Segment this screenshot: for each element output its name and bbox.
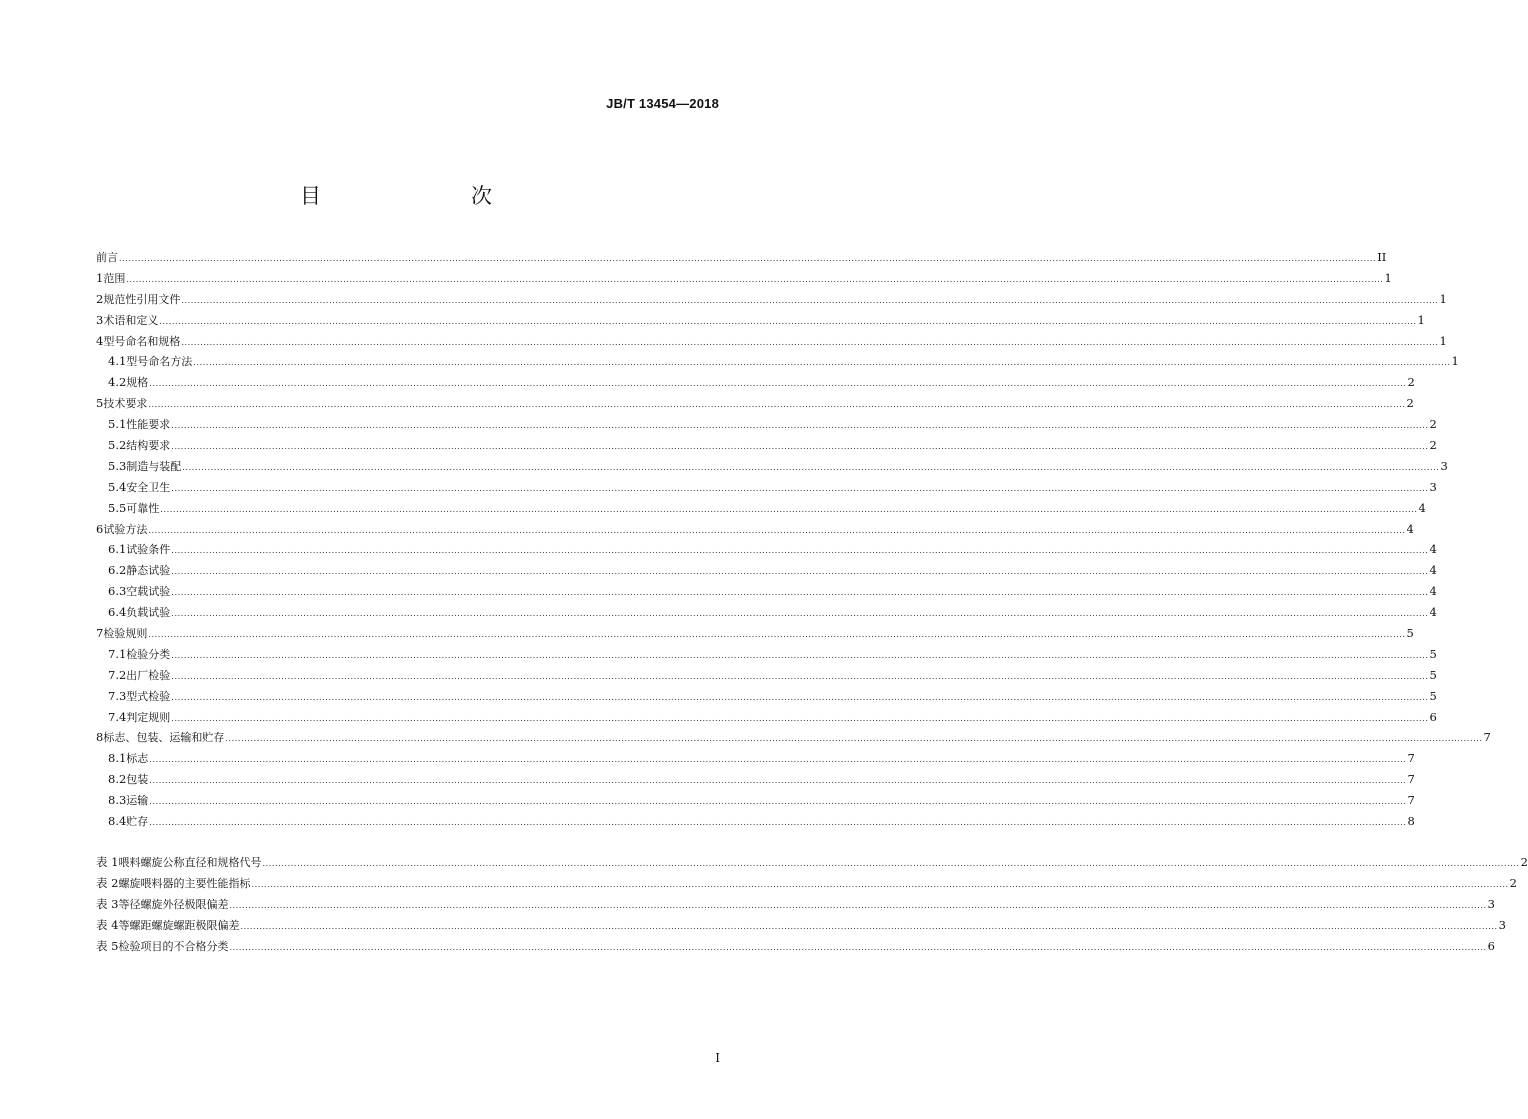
entry-page-number: 5 (1429, 688, 1437, 703)
toc-entry[interactable] (96, 498, 1426, 519)
entry-title: 可靠性 (126, 501, 160, 515)
entry-page-number: 3 (1440, 458, 1448, 473)
entry-title: 螺旋喂料器的主要性能指标 (118, 876, 251, 890)
entry-number: 表 5 (96, 938, 119, 953)
entry-number: 2 (96, 291, 104, 306)
entry-title: 结构要求 (126, 439, 171, 453)
entry-title: 运输 (126, 794, 149, 808)
entry-number: 表 3 (96, 896, 119, 911)
entry-number: 4.1 (108, 354, 127, 369)
entry-number: 表 4 (96, 917, 119, 932)
dot-leader: ................................................................................................................................................................................................................................................................................................................................................................................................................ (148, 525, 1406, 535)
dot-leader: ................................................................................................................................................................................................................................................................................................................................................................................................................ (240, 921, 1498, 931)
entry-number: 5.1 (108, 417, 127, 432)
entry-page-number: 2 (1520, 855, 1528, 869)
entry-page-number: 7 (1483, 730, 1491, 745)
dot-leader: ................................................................................................................................................................................................................................................................................................................................................................................................................ (171, 483, 1429, 493)
dot-leader: ................................................................................................................................................................................................................................................................................................................................................................................................................ (225, 734, 1483, 744)
entry-number: 8.1 (108, 751, 127, 766)
dot-leader: ................................................................................................................................................................................................................................................................................................................................................................................................................ (193, 358, 1451, 368)
toc-entry[interactable] (96, 602, 1437, 623)
table-list-entry[interactable] (96, 894, 1495, 915)
dot-leader: ................................................................................................................................................................................................................................................................................................................................................................................................................ (182, 462, 1440, 472)
dot-leader: ................................................................................................................................................................................................................................................................................................................................................................................................................ (171, 442, 1429, 452)
entry-title: 喂料螺旋公称直径和规格代号 (118, 856, 262, 869)
entry-page-number: 2 (1429, 438, 1437, 453)
entry-title: 等径螺旋外径极限偏差 (118, 897, 229, 911)
entry-number: 8.3 (108, 793, 127, 808)
dot-leader: ................................................................................................................................................................................................................................................................................................................................................................................................................ (229, 900, 1487, 910)
entry-page-number: 7 (1407, 751, 1415, 766)
entry-number: 7.3 (108, 688, 127, 703)
toc-entry[interactable] (96, 456, 1448, 477)
toc-entry[interactable] (96, 769, 1415, 790)
entry-page-number: 1 (1439, 333, 1447, 348)
table-list-entry[interactable] (96, 936, 1495, 957)
entry-page-number: 5 (1429, 667, 1437, 682)
entry-page-number: 3 (1429, 479, 1437, 494)
toc-entry[interactable] (96, 414, 1437, 435)
entry-page-number: 4 (1429, 584, 1437, 599)
entry-number: 4.2 (108, 375, 127, 390)
dot-leader: ................................................................................................................................................................................................................................................................................................................................................................................................................ (149, 818, 1407, 828)
dot-leader: ................................................................................................................................................................................................................................................................................................................................................................................................................ (149, 755, 1407, 765)
entry-page-number: 2 (1406, 396, 1414, 411)
toc-entry[interactable] (96, 310, 1425, 331)
entry-title: 检验规则 (103, 627, 148, 641)
entry-number: 5.3 (108, 458, 127, 473)
entry-title: 前言 (96, 251, 118, 264)
toc-entry[interactable] (96, 644, 1437, 665)
entry-page-number: 8 (1407, 814, 1415, 829)
dot-leader: ................................................................................................................................................................................................................................................................................................................................................................................................................ (171, 588, 1429, 598)
entry-title: 范围 (103, 271, 126, 285)
entry-title: 等螺距螺旋螺距极限偏差 (118, 918, 240, 932)
page-number: I (715, 1051, 720, 1065)
entry-number: 8.4 (108, 814, 127, 829)
entry-page-number: 2 (1407, 375, 1415, 390)
toc-entry[interactable] (96, 581, 1437, 602)
dot-leader: ................................................................................................................................................................................................................................................................................................................................................................................................................ (171, 713, 1429, 723)
entry-page-number: 4 (1429, 563, 1437, 578)
entry-number: 5.4 (108, 479, 127, 494)
table-of-contents (96, 247, 1528, 956)
entry-number: 5.2 (108, 438, 127, 453)
entry-title: 安全卫生 (126, 480, 171, 494)
dot-leader: ................................................................................................................................................................................................................................................................................................................................................................................................................ (181, 295, 1439, 305)
entry-page-number: 3 (1498, 917, 1506, 932)
toc-entry[interactable] (96, 331, 1447, 352)
entry-title: 贮存 (126, 815, 149, 829)
entry-title: 标志、包装、运输和贮存 (103, 731, 225, 745)
toc-entry[interactable] (96, 393, 1414, 414)
entry-page-number: 6 (1429, 709, 1437, 724)
entry-title: 试验方法 (103, 522, 148, 536)
toc-entry[interactable] (96, 351, 1459, 372)
dot-leader: ................................................................................................................................................................................................................................................................................................................................................................................................................ (262, 859, 1520, 868)
entry-title: 型号命名方法 (126, 355, 193, 369)
entry-page-number: 4 (1429, 542, 1437, 557)
entry-title: 型式检验 (126, 689, 171, 703)
dot-leader: ................................................................................................................................................................................................................................................................................................................................................................................................................ (149, 797, 1407, 807)
dot-leader: ................................................................................................................................................................................................................................................................................................................................................................................................................ (171, 567, 1429, 577)
entry-number: 表 1 (96, 855, 119, 869)
toc-entry[interactable] (96, 790, 1415, 811)
entry-page-number: 1 (1439, 291, 1447, 306)
dot-leader: ................................................................................................................................................................................................................................................................................................................................................................................................................ (181, 337, 1439, 347)
dot-leader: ................................................................................................................................................................................................................................................................................................................................................................................................................ (119, 254, 1377, 263)
entry-title: 检验分类 (126, 647, 171, 661)
entry-page-number: 2 (1509, 875, 1517, 890)
entry-number: 6 (96, 521, 104, 536)
entry-page-number: II (1377, 250, 1387, 264)
toc-entry[interactable] (96, 560, 1437, 581)
toc-entry[interactable] (96, 623, 1414, 644)
dot-leader: ................................................................................................................................................................................................................................................................................................................................................................................................................ (148, 630, 1406, 640)
entry-number: 7 (96, 626, 104, 641)
entry-page-number: 5 (1406, 626, 1414, 641)
toc-entry[interactable] (96, 435, 1437, 456)
entry-number: 4 (96, 333, 104, 348)
dot-leader: ................................................................................................................................................................................................................................................................................................................................................................................................................ (149, 379, 1407, 389)
entry-number: 1 (96, 270, 104, 285)
entry-number: 5 (96, 396, 104, 411)
dot-leader: ................................................................................................................................................................................................................................................................................................................................................................................................................ (251, 879, 1509, 889)
toc-entry[interactable] (96, 289, 1447, 310)
entry-page-number: 1 (1451, 354, 1459, 369)
entry-title: 规格 (126, 376, 149, 390)
entry-title: 型号命名和规格 (103, 334, 181, 348)
dot-leader: ................................................................................................................................................................................................................................................................................................................................................................................................................ (126, 274, 1384, 284)
toc-entry[interactable] (96, 539, 1437, 560)
dot-leader: ................................................................................................................................................................................................................................................................................................................................................................................................................ (171, 421, 1429, 431)
entry-number: 8 (96, 730, 104, 745)
entry-number: 表 2 (96, 875, 119, 890)
dot-leader: ................................................................................................................................................................................................................................................................................................................................................................................................................ (149, 776, 1407, 786)
entry-number: 8.2 (108, 772, 127, 787)
toc-entry[interactable] (96, 665, 1437, 686)
entry-page-number: 1 (1384, 270, 1392, 285)
entry-page-number: 4 (1418, 500, 1426, 515)
toc-entry[interactable] (96, 727, 1491, 748)
toc-entry[interactable] (96, 686, 1437, 707)
table-list-entry[interactable] (96, 915, 1506, 936)
entry-number: 6.2 (108, 563, 127, 578)
entry-title: 负载试验 (126, 606, 171, 620)
dot-leader: ................................................................................................................................................................................................................................................................................................................................................................................................................ (171, 650, 1429, 660)
dot-leader: ................................................................................................................................................................................................................................................................................................................................................................................................................ (229, 942, 1487, 952)
toc-entry[interactable] (96, 707, 1437, 728)
entry-page-number: 2 (1429, 417, 1437, 432)
entry-number: 7.1 (108, 646, 127, 661)
entry-page-number: 7 (1407, 793, 1415, 808)
entry-page-number: 4 (1429, 605, 1437, 620)
entry-number: 6.4 (108, 605, 127, 620)
dot-leader: ................................................................................................................................................................................................................................................................................................................................................................................................................ (160, 504, 1418, 514)
toc-entry[interactable] (96, 372, 1415, 393)
entry-title: 判定规则 (126, 710, 171, 724)
entry-title: 制造与装配 (126, 459, 182, 473)
dot-leader: ................................................................................................................................................................................................................................................................................................................................................................................................................ (171, 692, 1429, 702)
table-list-entry[interactable] (96, 873, 1517, 894)
standard-number: JB/T 13454—2018 (606, 96, 719, 111)
entry-title: 标志 (126, 752, 149, 766)
toc-entry[interactable] (96, 748, 1415, 769)
toc-entry[interactable] (96, 268, 1392, 289)
entry-title: 包装 (126, 773, 149, 787)
table-list-entry[interactable] (96, 852, 1528, 873)
entry-page-number: 6 (1487, 938, 1495, 953)
entry-title: 性能要求 (126, 418, 171, 432)
entry-title: 空载试验 (126, 585, 171, 599)
page-title: 目 次 (300, 184, 528, 208)
entry-title: 静态试验 (126, 564, 171, 578)
entry-page-number: 7 (1407, 772, 1415, 787)
entry-number: 7.4 (108, 709, 127, 724)
entry-title: 出厂检验 (126, 668, 171, 682)
entry-number: 3 (96, 312, 104, 327)
entry-page-number: 4 (1406, 521, 1414, 536)
toc-entry[interactable] (96, 811, 1415, 832)
entry-number: 6.1 (108, 542, 127, 557)
dot-leader: ................................................................................................................................................................................................................................................................................................................................................................................................................ (171, 546, 1429, 556)
entry-number: 6.3 (108, 584, 127, 599)
entry-number: 7.2 (108, 667, 127, 682)
entry-page-number: 3 (1487, 896, 1495, 911)
entry-number: 5.5 (108, 500, 127, 515)
dot-leader: ................................................................................................................................................................................................................................................................................................................................................................................................................ (159, 316, 1417, 326)
entry-page-number: 5 (1429, 646, 1437, 661)
entry-title: 试验条件 (126, 543, 171, 557)
table-list (96, 852, 1528, 956)
entry-title: 规范性引用文件 (103, 292, 181, 306)
dot-leader: ................................................................................................................................................................................................................................................................................................................................................................................................................ (148, 400, 1406, 410)
dot-leader: ................................................................................................................................................................................................................................................................................................................................................................................................................ (171, 671, 1429, 681)
entry-title: 术语和定义 (103, 313, 159, 327)
toc-entry[interactable] (96, 519, 1414, 540)
entry-title: 技术要求 (103, 397, 148, 411)
entry-page-number: 1 (1417, 312, 1425, 327)
toc-entry[interactable] (96, 247, 1387, 268)
toc-entry[interactable] (96, 477, 1437, 498)
toc-entries (96, 247, 1491, 831)
entry-title: 检验项目的不合格分类 (118, 939, 229, 953)
dot-leader: ................................................................................................................................................................................................................................................................................................................................................................................................................ (171, 609, 1429, 619)
